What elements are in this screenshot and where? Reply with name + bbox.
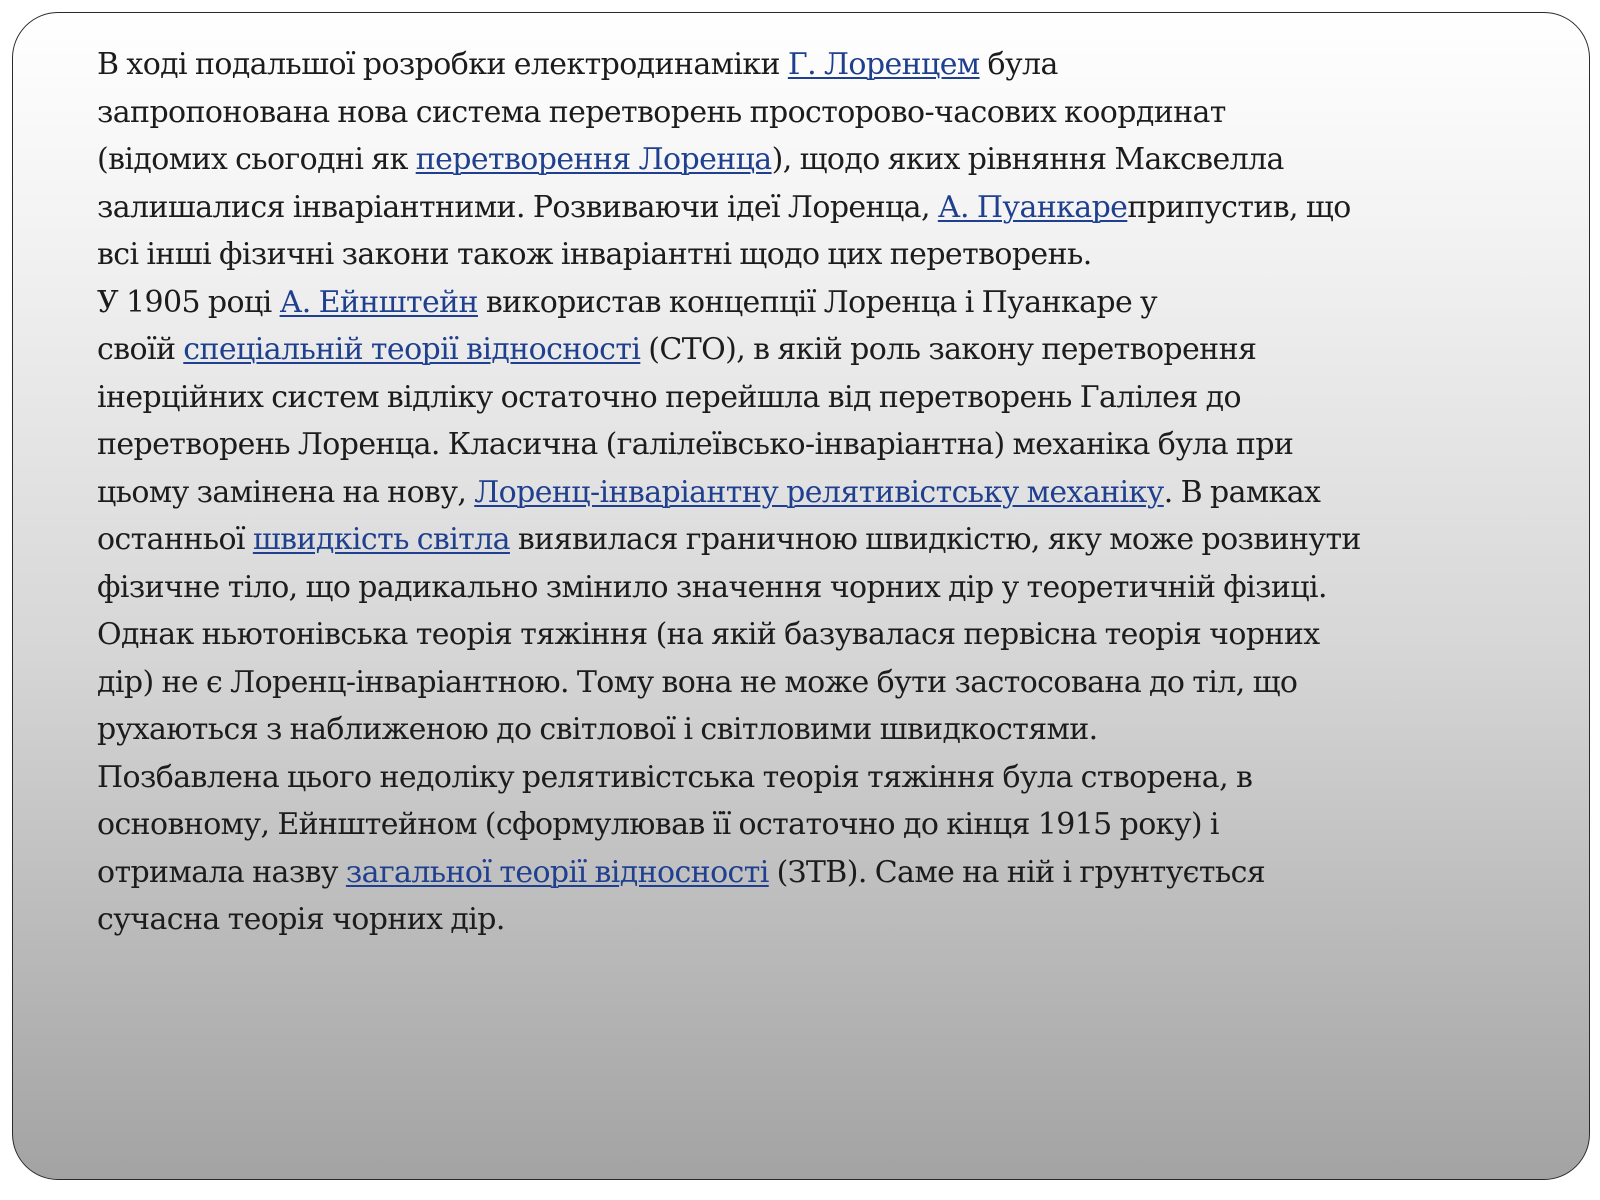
text-segment: перетворень Лоренца. Класична (галілеївсько-інваріантна) механіка була при — [97, 427, 1294, 462]
text-segment: була — [979, 47, 1058, 82]
text-segment: рухаються з наближеною до світлової і світловими швидкостями. — [97, 712, 1098, 747]
text-segment: У 1905 році — [97, 284, 280, 320]
text-segment: фізичне тіло, що радикально змінило значення чорних дір у теоретичній фізиці. — [97, 569, 1327, 605]
link-lorentz-transformations[interactable]: перетворення Лоренца — [415, 142, 772, 177]
text-segment: . В рамках — [1163, 474, 1321, 510]
text-segment: припустив, що — [1127, 189, 1351, 225]
text-segment: отримала назву — [97, 854, 346, 890]
text-segment: дір) не є Лоренц-інваріантною. Тому вона не може бути застосована до тіл, що — [97, 664, 1298, 700]
link-general-relativity[interactable]: загальної теорії відносності — [345, 854, 769, 890]
text-segment: запропонована нова система перетворень просторово-часових координат — [97, 94, 1226, 130]
paragraph-general-relativity — [97, 754, 1447, 944]
text-segment: всі інші фізичні закони також інваріантні щодо цих перетворень. — [97, 237, 1092, 272]
text-segment: останньої — [97, 522, 253, 557]
paragraph-lorentz — [97, 41, 1447, 279]
text-segment: виявилася граничною швидкістю, яку може розвинути — [509, 522, 1361, 557]
text-segment: (ЗТВ). Саме на ній і грунтується — [768, 854, 1266, 890]
text-segment: цьому замінена на нову, — [97, 474, 475, 510]
text-segment: використав концепції Лоренца і Пуанкаре у — [477, 284, 1158, 320]
text-segment: (відомих сьогодні як — [97, 142, 416, 177]
link-relativistic-mechanics[interactable]: Лоренц-інваріантну релятивістську механіку — [474, 474, 1164, 510]
link-special-relativity[interactable]: спеціальній теорії відносності — [183, 332, 641, 367]
text-segment: сучасна теорія чорних дір. — [97, 902, 505, 937]
link-einstein[interactable]: А. Ейнштейн — [279, 284, 478, 320]
text-segment: своїй — [97, 332, 184, 367]
paragraph-einstein-sr — [97, 279, 1447, 754]
text-segment: Позбавлена цього недоліку релятивістська теорія тяжіння була створена, в — [97, 759, 1253, 795]
text-segment: інерційних систем відліку остаточно перейшла від перетворень Галілея до — [97, 379, 1241, 415]
slide-body-text — [97, 41, 1447, 944]
text-segment: ), щодо яких рівняння Максвелла — [771, 142, 1284, 177]
text-segment: Однак ньютонівська теорія тяжіння (на якій базувалася первісна теорія чорних — [97, 617, 1320, 652]
text-segment: залишалися інваріантними. Розвиваючи ідеї Лоренца, — [97, 189, 938, 225]
link-speed-of-light[interactable]: швидкість світла — [252, 522, 510, 557]
slide-frame — [12, 12, 1590, 1180]
text-segment: основному, Ейнштейном (сформулював її остаточно до кінця 1915 року) і — [97, 807, 1219, 842]
link-lorentz[interactable]: Г. Лоренцем — [787, 47, 980, 82]
text-segment: (СТО), в якій роль закону перетворення — [640, 332, 1257, 367]
link-poincare[interactable]: А. Пуанкаре — [937, 189, 1128, 225]
text-segment: В ході подальшої розробки електродинаміки — [97, 47, 788, 82]
